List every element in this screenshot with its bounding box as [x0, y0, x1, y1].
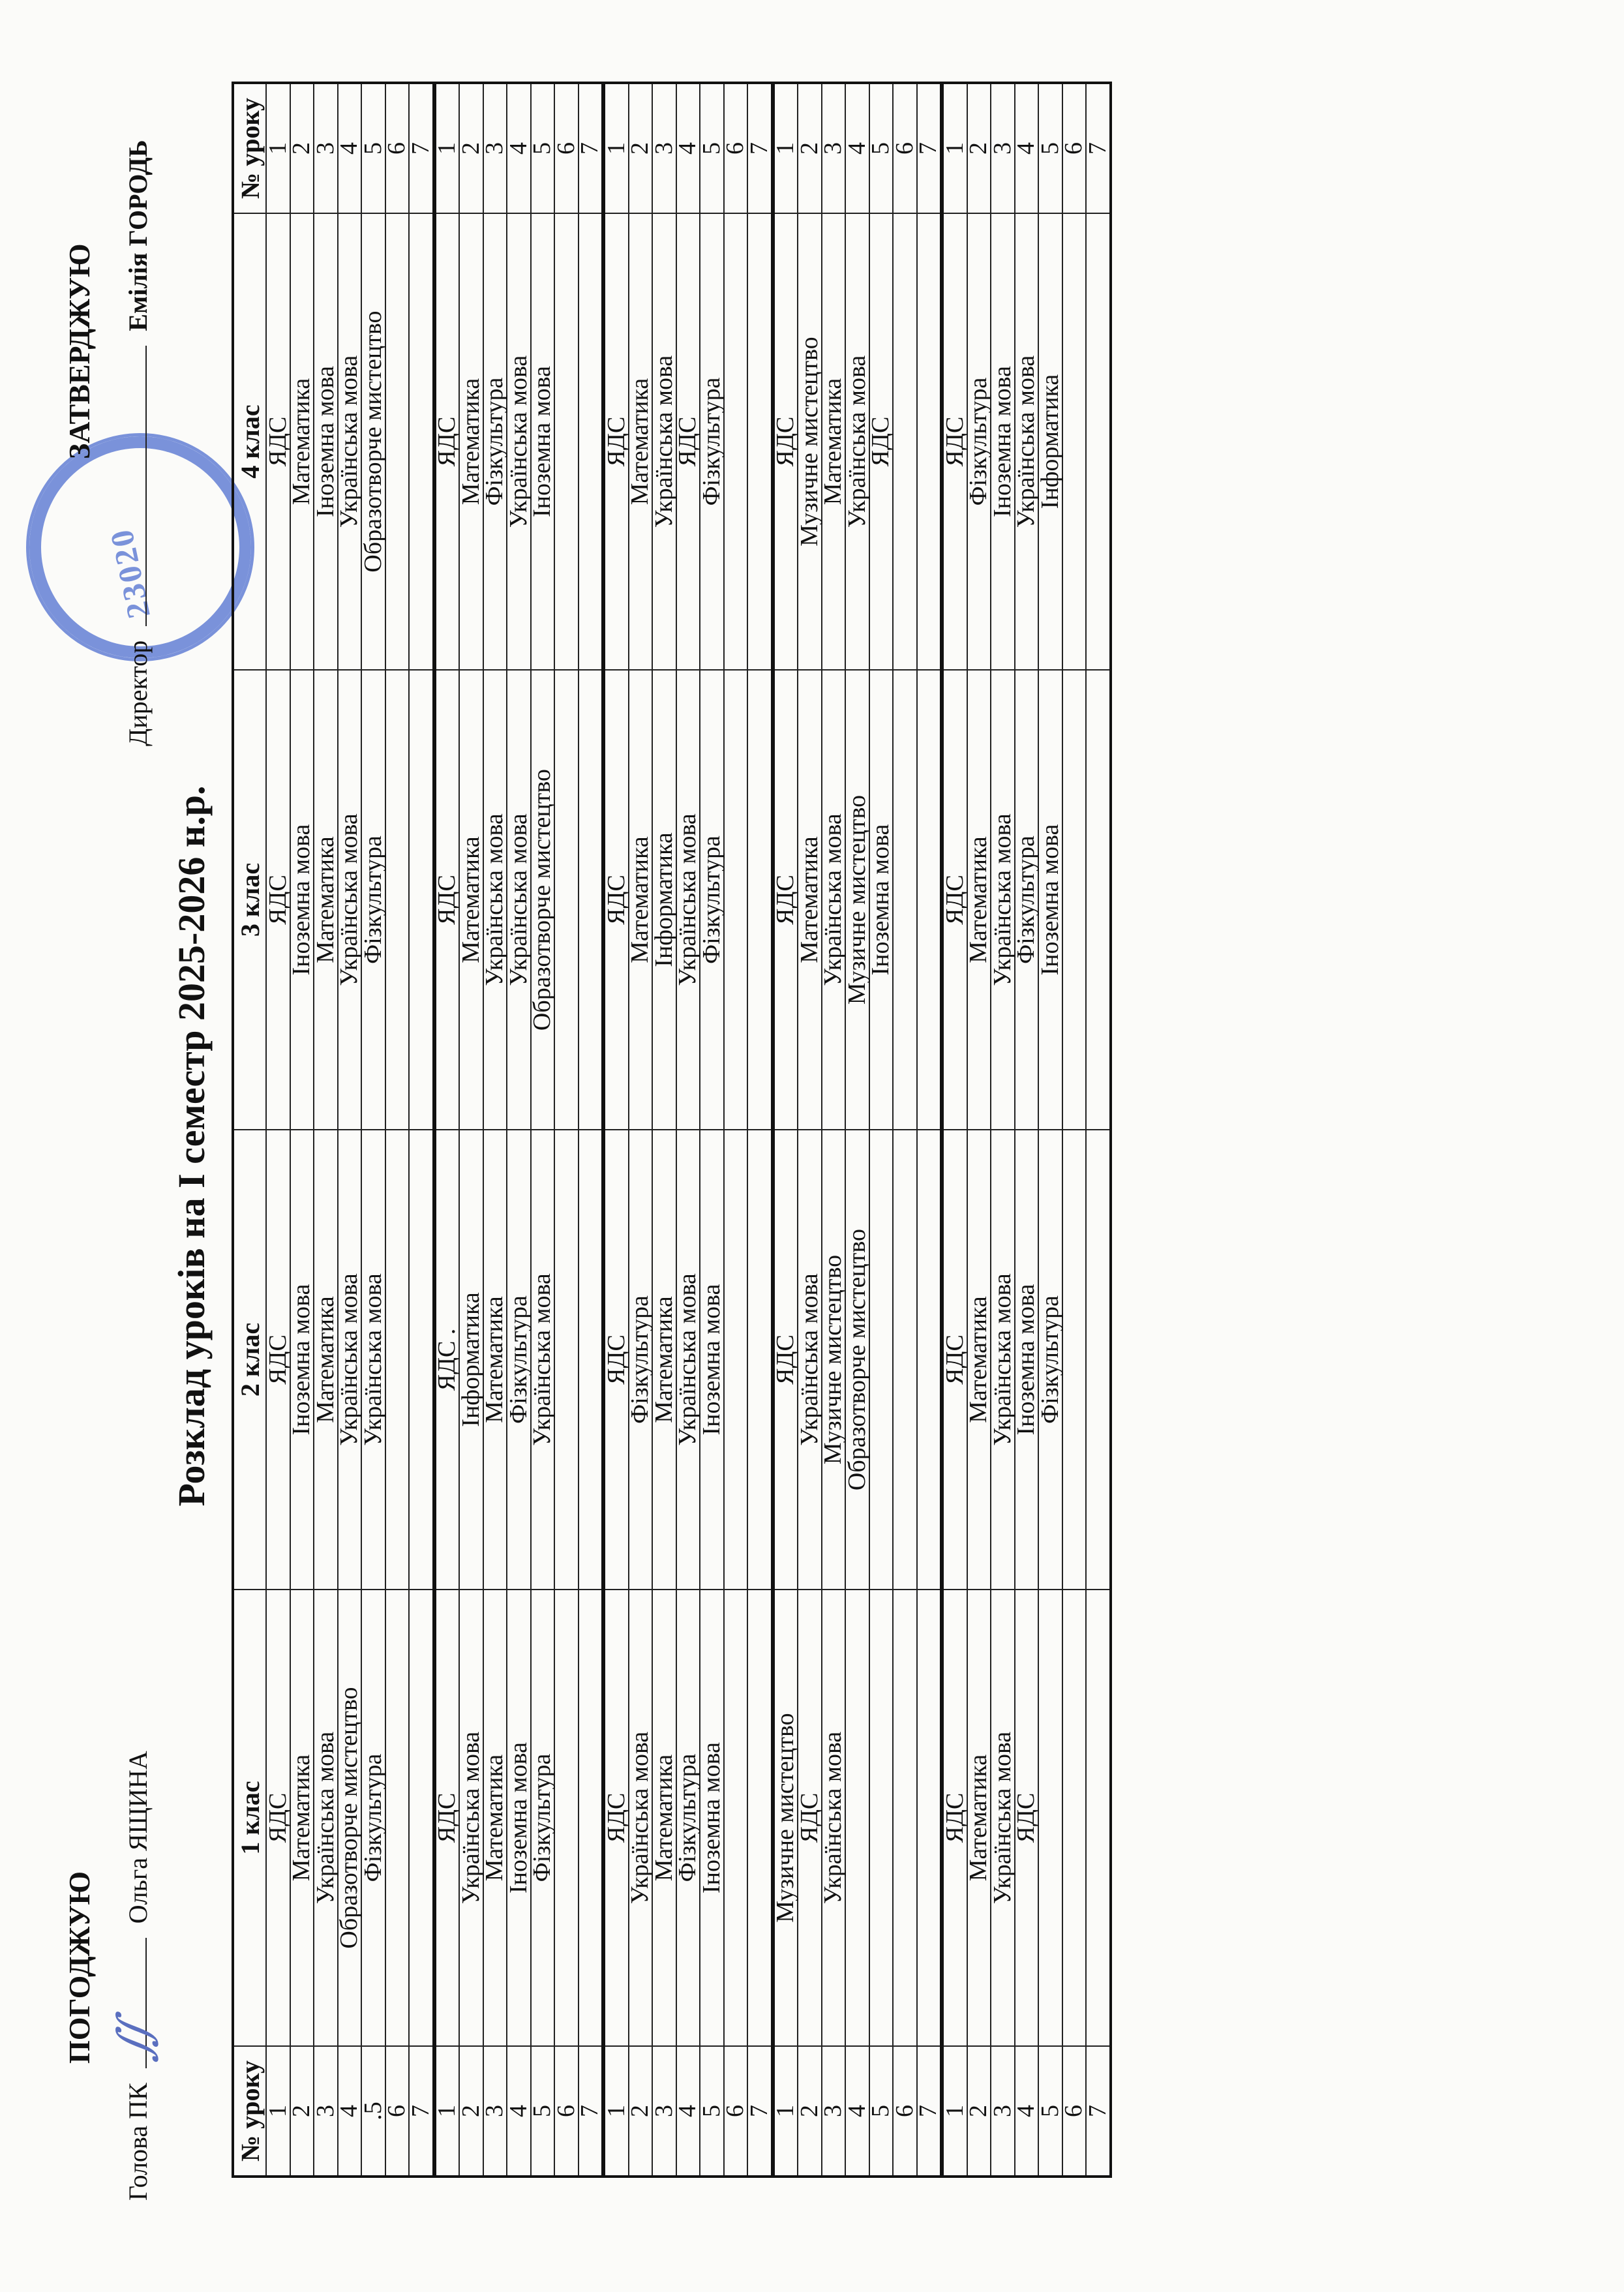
table-row — [991, 83, 1015, 2177]
subject-cell — [554, 1590, 579, 2046]
approve-block — [62, 61, 153, 746]
subject-cell — [385, 213, 410, 670]
lesson-number-cell: 3 — [652, 2046, 676, 2177]
subject-cell: Іноземна мова — [290, 1130, 314, 1590]
table-row — [917, 83, 942, 2177]
subject-cell: Іноземна мова — [700, 1130, 724, 1590]
subject-cell: Українська мова — [652, 213, 676, 670]
lesson-number-cell: 4 — [845, 2046, 869, 2177]
table-row — [483, 83, 507, 2177]
subject-cell: ЯДС — [434, 1590, 460, 2046]
subject-cell — [917, 213, 942, 670]
lesson-number-cell: 7 — [579, 2046, 604, 2177]
table-row — [700, 83, 724, 2177]
subject-cell: Фізкультура — [483, 213, 507, 670]
table-row — [459, 83, 483, 2177]
table-row — [434, 83, 460, 2177]
table-row — [1086, 83, 1111, 2177]
table-row — [1062, 83, 1087, 2177]
lesson-number-cell: 6 — [385, 83, 410, 213]
lesson-number-cell: 1 — [266, 2046, 290, 2177]
subject-cell: Математика — [798, 670, 822, 1130]
lesson-number-cell: 2 — [459, 83, 483, 213]
subject-cell: Математика — [652, 1130, 676, 1590]
subject-cell — [579, 670, 604, 1130]
lesson-number-cell: 4 — [507, 2046, 531, 2177]
subject-cell: Українська мова — [798, 1130, 822, 1590]
table-row — [338, 83, 362, 2177]
approve-name: Емілія ГОРОДЬ — [123, 140, 153, 331]
lesson-number-cell: 1 — [942, 2046, 967, 2177]
schedule-table — [232, 82, 1112, 2178]
lesson-number-cell: 1 — [603, 83, 629, 213]
subject-cell — [747, 670, 773, 1130]
subject-cell: Українська мова — [361, 1130, 385, 1590]
subject-cell: Математика — [483, 1590, 507, 2046]
lesson-number-cell: .5 — [361, 2046, 385, 2177]
subject-cell — [747, 1590, 773, 2046]
lesson-number-cell: 7 — [917, 83, 942, 213]
lesson-number-cell: 4 — [338, 2046, 362, 2177]
subject-cell — [385, 670, 410, 1130]
subject-cell: ЯДС — [942, 1590, 967, 2046]
subject-cell — [724, 670, 748, 1130]
column-header: № уроку — [233, 83, 266, 213]
lesson-number-cell: 4 — [338, 83, 362, 213]
subject-cell: Фізкультура — [1015, 670, 1039, 1130]
lesson-number-cell: 3 — [991, 83, 1015, 213]
subject-cell: Українська мова — [338, 213, 362, 670]
subject-cell: Українська мова — [338, 1130, 362, 1590]
subject-cell: Образотворче мистецтво — [361, 213, 385, 670]
subject-cell — [724, 1130, 748, 1590]
subject-cell — [869, 1130, 894, 1590]
table-row — [845, 83, 869, 2177]
subject-cell — [409, 1130, 434, 1590]
subject-cell — [845, 1590, 869, 2046]
lesson-number-cell: 3 — [822, 83, 846, 213]
table-row — [724, 83, 748, 2177]
table-row — [822, 83, 846, 2177]
subject-cell: ЯДС — [942, 213, 967, 670]
subject-cell: Українська мова — [676, 670, 700, 1130]
subject-cell: ЯДС — [942, 1130, 967, 1590]
subject-cell: Іноземна мова — [1038, 670, 1062, 1130]
subject-cell: ЯДС . — [434, 1130, 460, 1590]
subject-cell: Образотворче мистецтво — [531, 670, 555, 1130]
subject-cell — [724, 213, 748, 670]
lesson-number-cell: 7 — [1086, 83, 1111, 213]
subject-cell: ЯДС — [773, 1130, 798, 1590]
subject-cell — [579, 1130, 604, 1590]
table-row — [869, 83, 894, 2177]
table-row — [579, 83, 604, 2177]
lesson-number-cell: 2 — [290, 2046, 314, 2177]
lesson-number-cell: 5 — [700, 2046, 724, 2177]
lesson-number-cell: 6 — [554, 83, 579, 213]
lesson-number-cell: 2 — [629, 2046, 653, 2177]
stamp-number: 23020 — [102, 524, 157, 622]
subject-cell: Образотворче мистецтво — [845, 1130, 869, 1590]
subject-cell: ЯДС — [1015, 1590, 1039, 2046]
lesson-number-cell: 7 — [1086, 2046, 1111, 2177]
subject-cell — [747, 213, 773, 670]
subject-cell: Іноземна мова — [1015, 1130, 1039, 1590]
subject-cell: Іноземна мова — [869, 670, 894, 1130]
table-row — [747, 83, 773, 2177]
subject-cell: ЯДС — [798, 1590, 822, 2046]
subject-cell — [1062, 670, 1087, 1130]
lesson-number-cell: 7 — [409, 2046, 434, 2177]
subject-cell: Фізкультура — [1038, 1130, 1062, 1590]
subject-cell: Фізкультура — [700, 670, 724, 1130]
subject-cell: ЯДС — [266, 1130, 290, 1590]
lesson-number-cell: 3 — [652, 83, 676, 213]
table-header-row — [233, 83, 266, 2177]
subject-cell — [554, 670, 579, 1130]
subject-cell — [385, 1590, 410, 2046]
table-row — [676, 83, 700, 2177]
subject-cell: ЯДС — [676, 213, 700, 670]
subject-cell: Українська мова — [483, 670, 507, 1130]
subject-cell: Математика — [967, 1130, 991, 1590]
subject-cell: Інформатика — [459, 1130, 483, 1590]
lesson-number-cell: 4 — [1015, 83, 1039, 213]
lesson-number-cell: 6 — [554, 2046, 579, 2177]
column-header: 4 клас — [233, 213, 266, 670]
subject-cell — [724, 1590, 748, 2046]
lesson-number-cell: 5 — [1038, 83, 1062, 213]
subject-cell: Математика — [629, 213, 653, 670]
subject-cell — [1086, 1590, 1111, 2046]
subject-cell: Математика — [652, 1590, 676, 2046]
subject-cell: Українська мова — [459, 1590, 483, 2046]
subject-cell: Інформатика — [652, 670, 676, 1130]
subject-cell: Музичне мистецтво — [773, 1590, 798, 2046]
subject-cell — [1086, 213, 1111, 670]
subject-cell — [1062, 213, 1087, 670]
subject-cell: Фізкультура — [531, 1590, 555, 2046]
lesson-number-cell: 7 — [747, 2046, 773, 2177]
lesson-number-cell: 4 — [1015, 2046, 1039, 2177]
lesson-number-cell: 2 — [798, 83, 822, 213]
subject-cell: Українська мова — [507, 670, 531, 1130]
table-row — [942, 83, 967, 2177]
lesson-number-cell: 1 — [603, 2046, 629, 2177]
lesson-number-cell: 6 — [893, 83, 917, 213]
subject-cell: Фізкультура — [361, 1590, 385, 2046]
subject-cell: Українська мова — [991, 670, 1015, 1130]
subject-cell — [385, 1130, 410, 1590]
subject-cell: Математика — [483, 1130, 507, 1590]
table-row — [629, 83, 653, 2177]
lesson-number-cell: 6 — [724, 83, 748, 213]
lesson-number-cell: 3 — [314, 83, 338, 213]
lesson-number-cell: 6 — [1062, 83, 1087, 213]
subject-cell: Математика — [459, 670, 483, 1130]
lesson-number-cell: 2 — [629, 83, 653, 213]
lesson-number-cell: 2 — [967, 2046, 991, 2177]
lesson-number-cell: 6 — [385, 2046, 410, 2177]
subject-cell: Математика — [629, 670, 653, 1130]
subject-cell — [1062, 1130, 1087, 1590]
subject-cell — [579, 1590, 604, 2046]
subject-cell: Українська мова — [676, 1130, 700, 1590]
lesson-number-cell: 1 — [773, 2046, 798, 2177]
subject-cell: Математика — [290, 1590, 314, 2046]
lesson-number-cell: 1 — [942, 83, 967, 213]
subject-cell: Українська мова — [991, 1130, 1015, 1590]
lesson-number-cell: 7 — [579, 83, 604, 213]
lesson-number-cell: 2 — [459, 2046, 483, 2177]
table-row — [290, 83, 314, 2177]
lesson-number-cell: 1 — [434, 83, 460, 213]
subject-cell — [869, 1590, 894, 2046]
subject-cell: Українська мова — [845, 213, 869, 670]
subject-cell: Іноземна мова — [314, 213, 338, 670]
subject-cell: ЯДС — [603, 670, 629, 1130]
subject-cell: ЯДС — [942, 670, 967, 1130]
table-row — [554, 83, 579, 2177]
subject-cell — [893, 1130, 917, 1590]
subject-cell: ЯДС — [603, 1130, 629, 1590]
table-row — [409, 83, 434, 2177]
lesson-number-cell: 5 — [869, 83, 894, 213]
subject-cell: ЯДС — [869, 213, 894, 670]
subject-cell: Українська мова — [1015, 213, 1039, 670]
subject-cell: Математика — [822, 213, 846, 670]
subject-cell: Фізкультура — [507, 1130, 531, 1590]
lesson-number-cell: 3 — [483, 83, 507, 213]
lesson-number-cell: 3 — [483, 2046, 507, 2177]
subject-cell: Музичне мистецтво — [845, 670, 869, 1130]
table-row — [798, 83, 822, 2177]
subject-cell: Математика — [967, 670, 991, 1130]
lesson-number-cell: 5 — [700, 83, 724, 213]
agree-signature: ∬ — [145, 1938, 147, 2068]
table-row — [967, 83, 991, 2177]
subject-cell: Українська мова — [991, 1590, 1015, 2046]
column-header: № уроку — [233, 2046, 266, 2177]
subject-cell: ЯДС — [434, 670, 460, 1130]
subject-cell: ЯДС — [266, 670, 290, 1130]
table-body — [263, 83, 1111, 2177]
subject-cell — [1062, 1590, 1087, 2046]
subject-cell: ЯДС — [603, 213, 629, 670]
lesson-number-cell: 6 — [724, 2046, 748, 2177]
subject-cell: Українська мова — [822, 1590, 846, 2046]
lesson-number-cell: 1 — [434, 2046, 460, 2177]
column-header: 2 клас — [233, 1130, 266, 1590]
subject-cell — [409, 213, 434, 670]
approve-role: Директор — [123, 640, 153, 746]
subject-cell — [554, 1130, 579, 1590]
subject-cell: Фізкультура — [967, 213, 991, 670]
subject-cell: Українська мова — [507, 213, 531, 670]
subject-cell: ЯДС — [266, 213, 290, 670]
subject-cell: Фізкультура — [676, 1590, 700, 2046]
subject-cell — [409, 670, 434, 1130]
lesson-number-cell: 5 — [531, 2046, 555, 2177]
approve-signature — [145, 346, 147, 626]
subject-cell — [579, 213, 604, 670]
lesson-number-cell: 1 — [266, 83, 290, 213]
table-row — [603, 83, 629, 2177]
agree-line — [108, 1614, 161, 2201]
lesson-number-cell: 2 — [798, 2046, 822, 2177]
lesson-number-cell: 5 — [361, 83, 385, 213]
table-row — [1038, 83, 1062, 2177]
lesson-number-cell: 2 — [967, 83, 991, 213]
subject-cell: Іноземна мова — [991, 213, 1015, 670]
agree-title: ПОГОДЖУЮ — [63, 1871, 96, 2064]
column-header: 3 клас — [233, 670, 266, 1130]
column-header: 1 клас — [233, 1590, 266, 2046]
subject-cell — [917, 1590, 942, 2046]
lesson-number-cell: 2 — [290, 83, 314, 213]
lesson-number-cell: 6 — [1062, 2046, 1087, 2177]
table-row — [893, 83, 917, 2177]
approve-title: ЗАТВЕРДЖУЮ — [63, 243, 96, 459]
table-row — [773, 83, 798, 2177]
lesson-number-cell: 5 — [531, 83, 555, 213]
subject-cell: ЯДС — [266, 1590, 290, 2046]
subject-cell: Математика — [459, 213, 483, 670]
subject-cell: Математика — [314, 1130, 338, 1590]
subject-cell: ЯДС — [773, 213, 798, 670]
subject-cell: ЯДС — [434, 213, 460, 670]
table-row — [266, 83, 290, 2177]
table-row — [652, 83, 676, 2177]
subject-cell — [1086, 1130, 1111, 1590]
agree-block — [62, 1614, 161, 2201]
lesson-number-cell: 6 — [893, 2046, 917, 2177]
table-row — [531, 83, 555, 2177]
subject-cell — [554, 213, 579, 670]
subject-cell — [747, 1130, 773, 1590]
subject-cell: Українська мова — [629, 1590, 653, 2046]
lesson-number-cell: 3 — [822, 2046, 846, 2177]
subject-cell: Іноземна мова — [700, 1590, 724, 2046]
subject-cell: Фізкультура — [629, 1130, 653, 1590]
subject-cell: Музичне мистецтво — [798, 213, 822, 670]
lesson-number-cell: 3 — [991, 2046, 1015, 2177]
agree-name: Ольга ЯЩИНА — [123, 1751, 153, 1924]
subject-cell: Образотворче мистецтво — [338, 1590, 362, 2046]
subject-cell: Математика — [967, 1590, 991, 2046]
subject-cell: Українська мова — [314, 1590, 338, 2046]
subject-cell — [1086, 670, 1111, 1130]
table-row — [385, 83, 410, 2177]
subject-cell: Іноземна мова — [507, 1590, 531, 2046]
lesson-number-cell: 7 — [409, 83, 434, 213]
lesson-number-cell: 4 — [676, 83, 700, 213]
subject-cell: Іноземна мова — [290, 670, 314, 1130]
lesson-number-cell: 7 — [747, 83, 773, 213]
subject-cell: Математика — [290, 213, 314, 670]
subject-cell: Українська мова — [338, 670, 362, 1130]
subject-cell: Інформатика — [1038, 213, 1062, 670]
lesson-number-cell: 3 — [314, 2046, 338, 2177]
schedule-title: Розклад уроків на І семестр 2025-2026 н.р. — [170, 785, 213, 1507]
lesson-number-cell: 7 — [917, 2046, 942, 2177]
subject-cell: ЯДС — [773, 670, 798, 1130]
subject-cell: Іноземна мова — [531, 213, 555, 670]
subject-cell — [893, 670, 917, 1130]
subject-cell: Українська мова — [822, 670, 846, 1130]
subject-cell — [917, 670, 942, 1130]
lesson-number-cell: 5 — [1038, 2046, 1062, 2177]
lesson-number-cell: 4 — [676, 2046, 700, 2177]
table-row — [314, 83, 338, 2177]
subject-cell — [893, 1590, 917, 2046]
subject-cell: Математика — [314, 670, 338, 1130]
approve-line — [123, 61, 153, 746]
subject-cell — [893, 213, 917, 670]
table-row — [1015, 83, 1039, 2177]
lesson-number-cell: 1 — [773, 83, 798, 213]
subject-cell — [409, 1590, 434, 2046]
subject-cell: Музичне мистецтво — [822, 1130, 846, 1590]
subject-cell — [1038, 1590, 1062, 2046]
agree-role: Голова ПК — [123, 2083, 153, 2201]
subject-cell: Фізкультура — [700, 213, 724, 670]
subject-cell — [917, 1130, 942, 1590]
subject-cell: ЯДС — [603, 1590, 629, 2046]
table-row — [361, 83, 385, 2177]
subject-cell: Фізкультура — [361, 670, 385, 1130]
lesson-number-cell: 4 — [507, 83, 531, 213]
table-row — [507, 83, 531, 2177]
lesson-number-cell: 5 — [869, 2046, 894, 2177]
subject-cell: Українська мова — [531, 1130, 555, 1590]
lesson-number-cell: 4 — [845, 83, 869, 213]
